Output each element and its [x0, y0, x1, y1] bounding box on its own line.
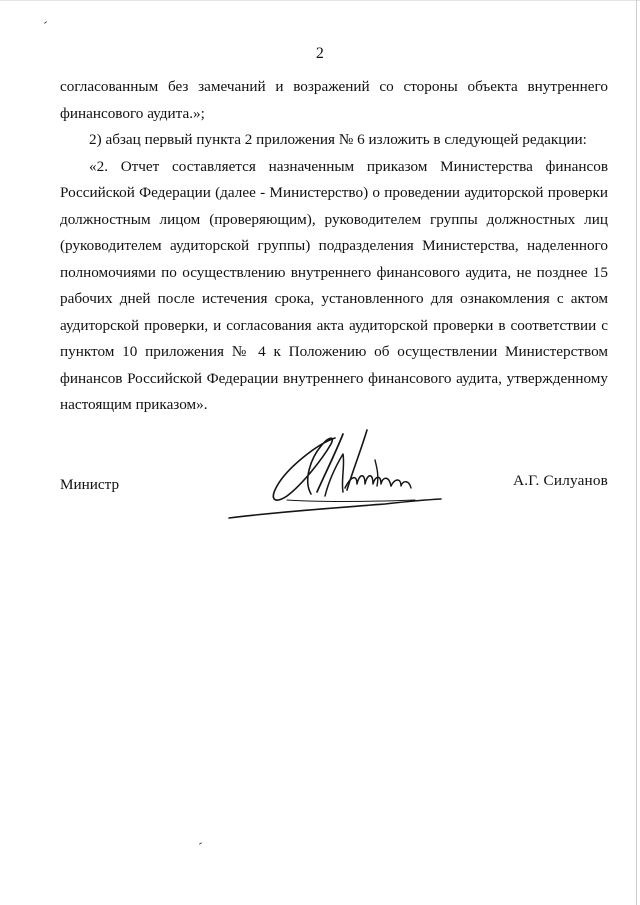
document-body — [60, 74, 608, 419]
signatory-title: Министр — [60, 476, 120, 493]
signature-block — [60, 420, 608, 530]
page-number: 2 — [315, 45, 325, 62]
page-right-edge — [636, 0, 637, 905]
paragraph-continuation: согласованным без замечаний и возражений со стороны объекта внутреннего финансового аудита.»; — [60, 78, 608, 122]
scan-speck — [44, 21, 47, 24]
paragraph-amendment-text: «2. Отчет составляется назначенным приказом Министерства финансов Российской Федерации (далее - Министерство) о проведении аудиторской проверки должностным лицом (проверяющим), руководителем группы должностных лиц (руководителем аудиторской группы) подразделения Министерства, наделенного полномочиями по осуществлению внутреннего финансового аудита, не позднее 15 рабочих дней после истечения срока, установленного для ознакомления с актом аудиторской проверки, и согласования акта аудиторской проверки в соответствии с пунктом 10 приложения № 4 к Положению об осуществлении Министерством финансов Российской Федерации внутреннего финансового аудита, утвержденному настоящим приказом». — [60, 157, 608, 413]
scan-speck — [199, 842, 202, 845]
handwritten-signature — [225, 420, 455, 525]
paragraph-amendment-item: 2) абзац первый пункта 2 приложения № 6 изложить в следующей редакции: — [89, 131, 587, 148]
page-top-edge — [0, 0, 640, 1]
signatory-name: А.Г. Силуанов — [513, 472, 608, 489]
